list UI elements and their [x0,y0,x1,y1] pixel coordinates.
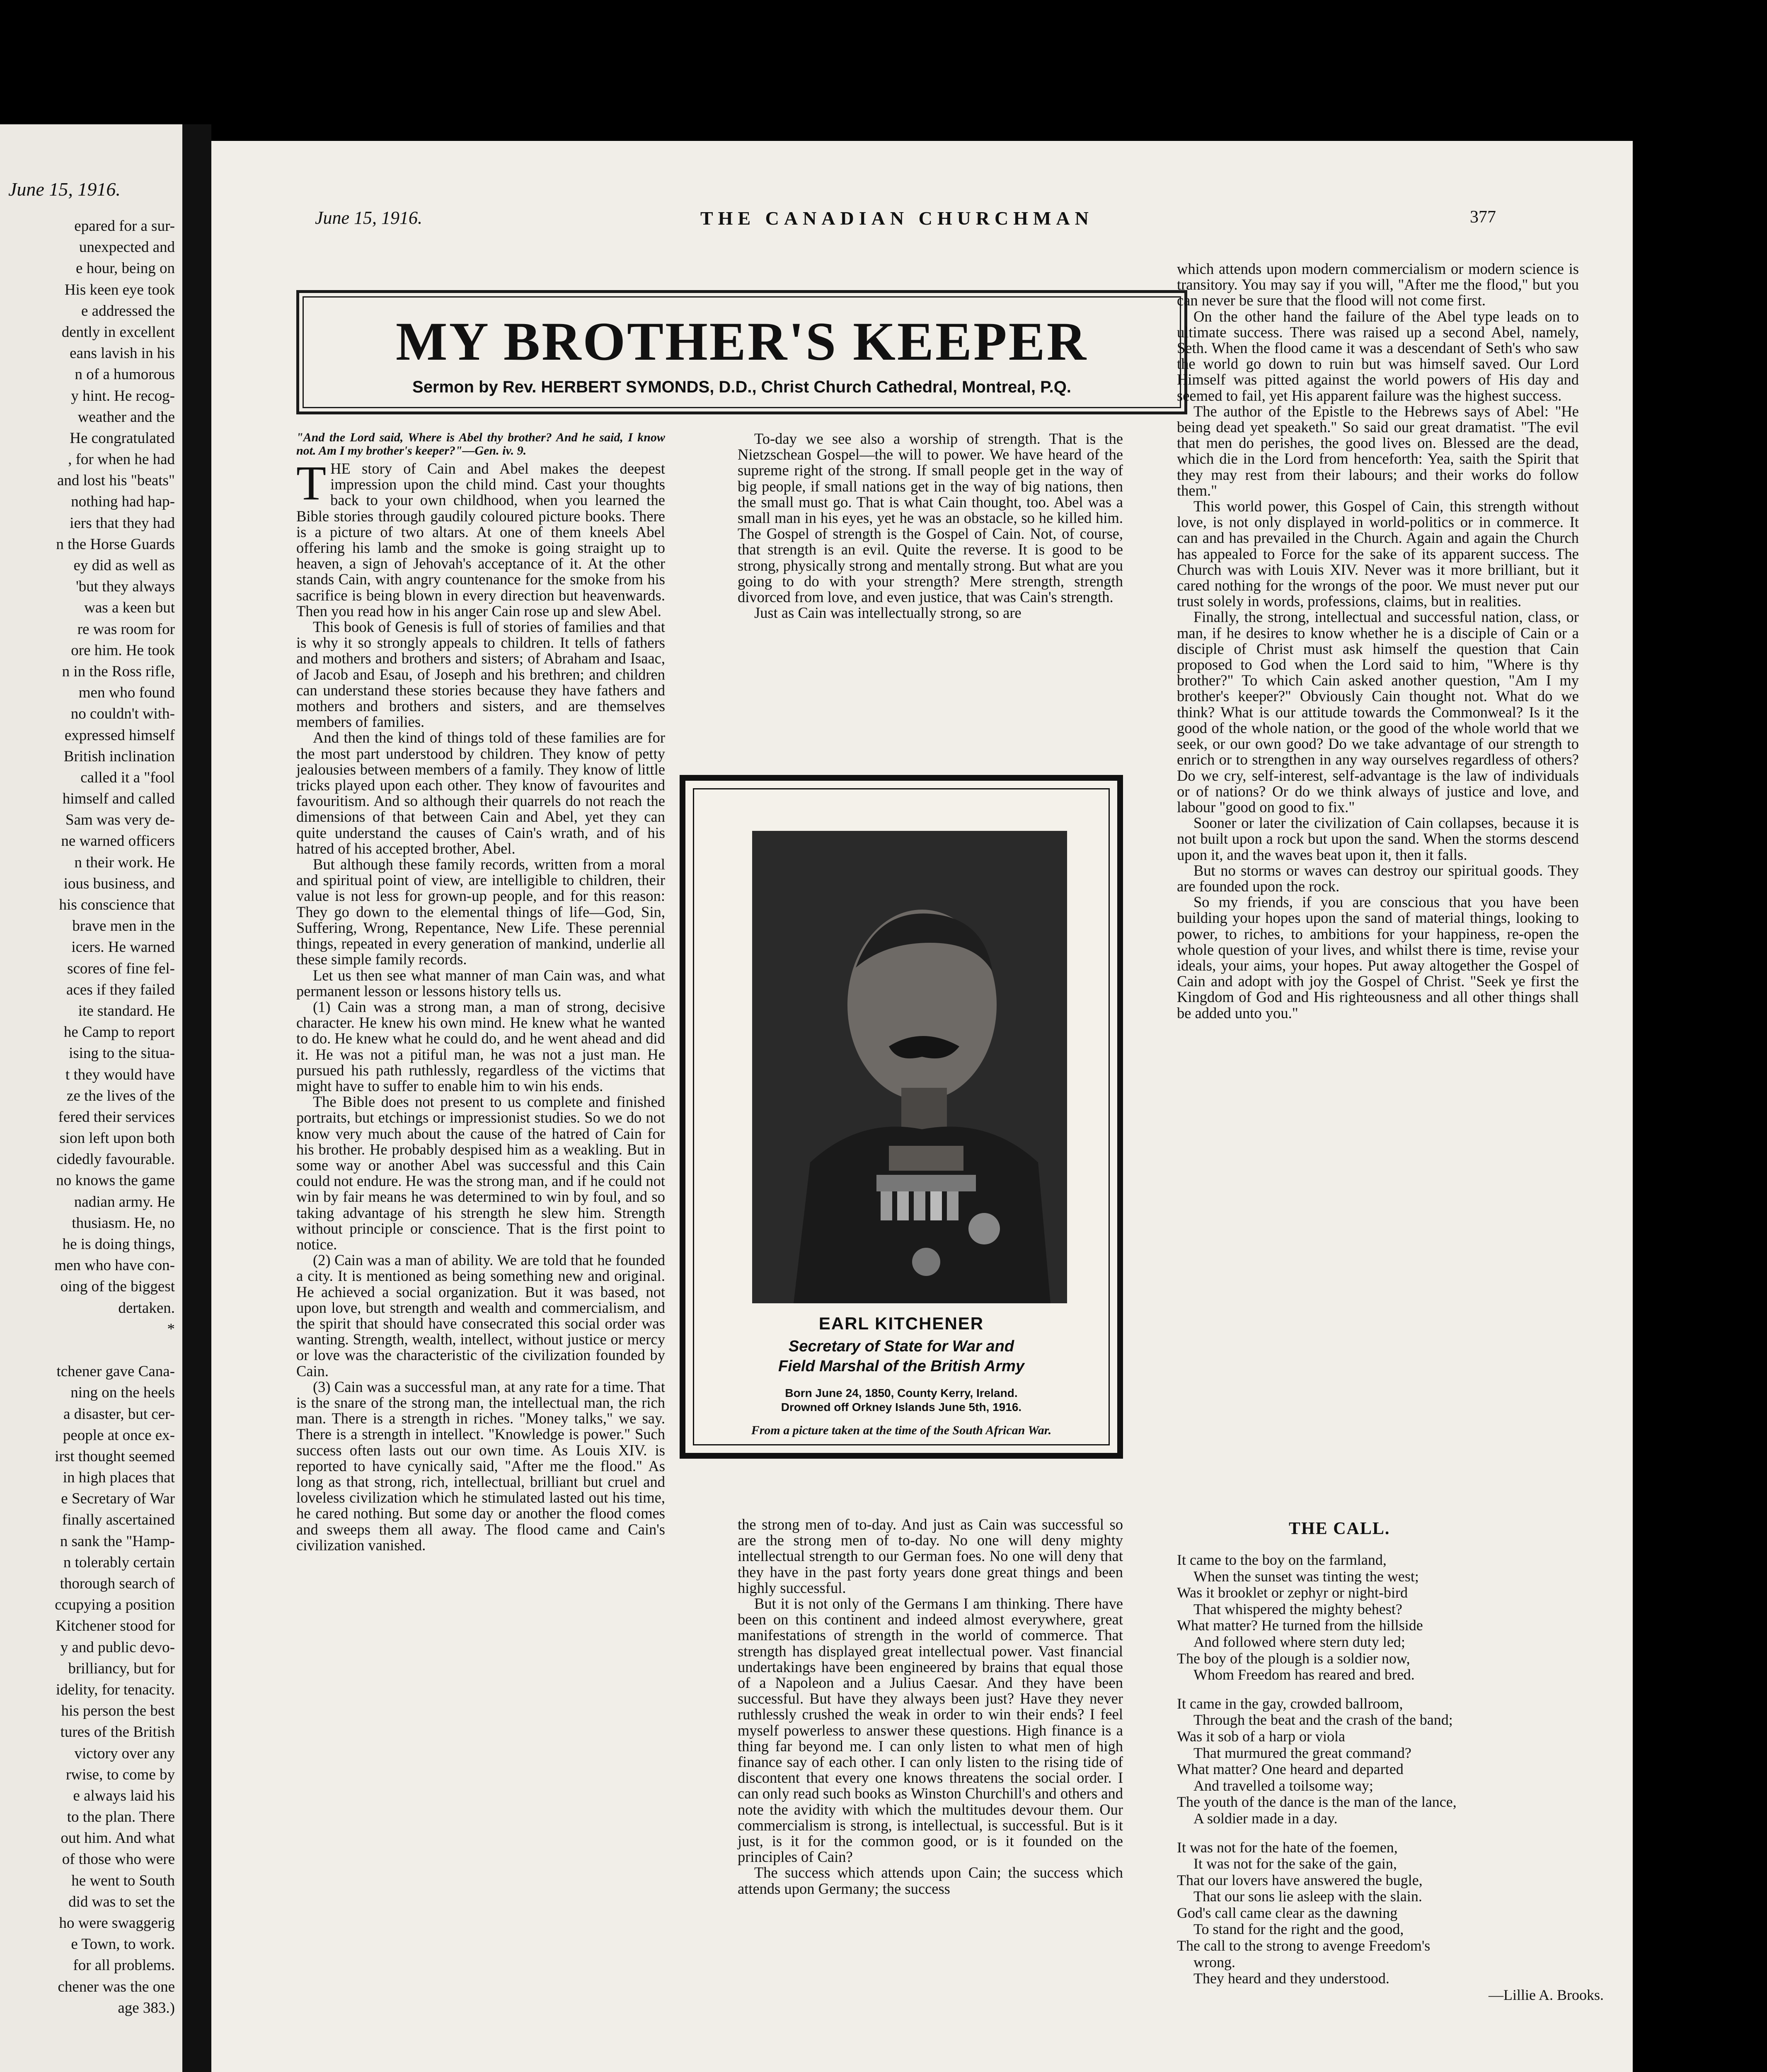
poem-author: —Lillie A. Brooks. [1489,1986,1604,2003]
previous-page-line: ey did as well as [73,557,175,574]
previous-page-line: ne warned officers [61,833,175,850]
previous-page-line: brave men in the [72,917,175,935]
previous-page-line: for all problems. [73,1957,175,1974]
previous-page-line: tchener gave Cana- [56,1363,175,1380]
poem-line: That murmured the great command? [1193,1744,1411,1761]
previous-page-line: He congratulated [70,429,175,447]
poem-line: They heard and they understood. [1193,1970,1389,1987]
previous-page-line: ising to the situa- [69,1045,175,1062]
article-paragraph: But it is not only of the Germans I am thinking. There have been on this continent and indeed almost everywhere, great manifestations of strength in the world of commerce. That strength has displayed great intellectual power. Vast financial undertakings have been engineered by brains that equal those of a Napoleon and a Julius Caesar. And they have been successful. But have they always been just? Have they never ruthlessly crushed the weak in order to win their ends? I feel myself powerless to answer these questions. High finance is a thing far beyond me. I can only listen to what men of high finance say of each other. I can only listen to the rising tide of discontent that every one knows threatens the social order. I can only read such books as Winston Churchill's and others and note the avidity with which the multitudes devour them. Our commercialism is strong, is intellectual, is successful. But is it just, is it for the common good, or is it founded on the principles of Cain? [738,1595,1123,1866]
column-3-paragraphs [1177,261,1579,1021]
article-paragraph: The success which attends upon Cain; the success which attends upon Germany; the success [738,1864,1123,1897]
article-column-3 [1177,261,1579,1021]
previous-page-line: Sam was very de- [65,811,175,829]
poem-line: What matter? One heard and departed [1177,1761,1404,1778]
portrait-frame [680,775,1123,1459]
previous-page-line: himself and called [62,790,175,808]
article-column-2-bottom [738,1517,1123,1897]
portrait-illustration [752,831,1067,1303]
article-column-2-top [738,431,1123,621]
book-gutter [182,124,211,2072]
article-paragraph: (2) Cain was a man of ability. We are told that he founded a city. It is mentioned as being something new and original. He achieved a social organization. But it was based, not upon love, but strength and wealth and commercialism, and the spirit that should have consecrated this social order was wanting. Strength, wealth, intellect, without justice or mercy or love was the characteristic of the civilization founded by Cain. [296,1251,665,1380]
previous-page-line: chener was the one [58,1978,175,1995]
previous-page-line: ho were swaggerig [59,1915,175,1932]
poem-line: Through the beat and the crash of the band; [1193,1711,1453,1728]
previous-page-line [0,1340,175,1361]
previous-page-text [0,215,175,2019]
poem [1177,1552,1624,2003]
previous-page-line: weather and the [77,408,175,426]
article-paragraph: (1) Cain was a strong man, a man of strong, decisive character. He knew his own mind. He knew what he wanted to do. He knew what he could do, and he went ahead and did it. He was not a pitiful man, he was not a just man. He pursued his path ruthlessly, regardless of the victims that might have to suffer to enable him to win his ends. [296,998,665,1094]
previous-page-line: n sank the "Hamp- [60,1532,175,1550]
previous-page-line: victory over any [74,1745,175,1762]
article-paragraph: Finally, the strong, intellectual and successful nation, class, or man, if he desires to know whether he is a disciple of Cain or a disciple of Christ must ask himself the question that Cain proposed to God when the Lord said to him, "Where is thy brother?" To which Cain asked another question, "Am I my brother's keeper?" Obviously Cain thought not. What do we think? What is our attitude towards the Commonweal? Is it the good of the whole nation, or the good of the whole world that we seek, or our own good? Do we take advantage of our strength to enrich or to strengthen in any way ourselves regardless of others? Do we cry, self-interest, self-advantage is the law of individuals or of nations? Or do we think always of justice and love, and labour "good on good to fix." [1177,608,1579,816]
article-paragraph: which attends upon modern commercialism or modern science is transitory. You may say if you will, "After me the flood," but you can never be sure that the flood will not come first. [1177,260,1579,309]
previous-page-line: * [167,1320,175,1338]
previous-page-line: y hint. He recog- [71,387,175,404]
article-paragraph: The Bible does not present to us complete and finished portraits, but etchings or impressionist studies. So we do not know very much about the cause of the hatred of Cain for his brother. He probably despised him as a weakling. But in some way or another Abel was successful and this Cain could not endure. He was the strong man, and if he could not win by fair means he was determined to win by foul, and so taking advantage of his strength he slew him. Strength without principle or conscience. That is the first point to notice. [296,1093,665,1253]
poem-line: That our sons lie asleep with the slain. [1193,1888,1422,1905]
previous-page-line: ite standard. He [78,1002,175,1019]
previous-page-line: n of a humorous [75,366,175,383]
previous-page-line: he went to South [71,1872,175,1889]
previous-page-line: Kitchener stood for [56,1617,175,1635]
previous-page-line: ious business, and [63,875,175,892]
article-title-box [296,290,1187,414]
article-paragraph: Let us then see what manner of man Cain was, and what permanent lesson or lessons history tells us. [296,966,665,1000]
previous-page-line: thorough search of [60,1575,175,1592]
poem-line: It was not for the sake of the gain, [1193,1855,1397,1872]
article-paragraph: This book of Genesis is full of stories of families and that is why it so strongly appeals to children. It tells of fathers and mothers and brothers and sisters; of Abraham and Isaac, of Jacob and Esau, of Joseph and his brethren; and children can understand these stories because they have fathers and mothers and brothers and sisters, and are themselves members of families. [296,618,665,731]
previous-page-line: nothing had hap- [71,493,175,511]
previous-page-line: y and public devo- [60,1639,175,1656]
previous-page-line: out him. And what [61,1830,175,1847]
poem-line: The boy of the plough is a soldier now, [1177,1650,1410,1667]
previous-page-line: e Secretary of War [61,1490,175,1508]
previous-page-line: aces if they failed [66,981,175,998]
poem-line: It came to the boy on the farmland, [1177,1552,1387,1568]
article-paragraph: THE story of Cain and Abel makes the deepest impression upon the child mind. Cast your thoughts back to your own childhood, when you learned the Bible stories through gaudily coloured picture books. There is a picture of two altars. At one of them kneels Abel offering his lamb and the smoke is going straight up to heaven, a sign of Jehovah's acceptance of it. At the other stands Cain, with angry countenance for the smoke from his sacrifice is being blown in every direction but heavenwards. Then you read how in his anger Cain rose up and slew Abel. [296,456,665,620]
article-paragraph: But although these family records, written from a moral and spiritual point of view, are intelligible to children, their value is not less for grown-up people, and for this reason: They go down to the elemental things of life—God, Sin, Suffering, Wrong, Repentance, New Life. These perennial things, repeated in every generation of mankind, underlie all these simple family records. [296,856,665,968]
previous-page-line: His keen eye took [64,281,175,298]
previous-page-line: e always laid his [73,1787,175,1804]
previous-page-line: dertaken. [118,1299,175,1317]
page-header [211,207,1633,232]
article-paragraph: To-day we see also a worship of strength. That is the Nietzschean Gospel—the will to power. We have heard of the supreme right of the strong. If small people get in the way of big people, if small nations get in the way of big nations, then the small must go. That is what Cain thought, too. Abel was a small man in his eyes, yet he was an obstacle, so he killed him. The Gospel of strength is the Gospel of Cain. Not, of course, that strength is an evil. Quite the reverse. It is good to be strong, physically strong and mentally strong. But what are you going to do with your strength? Mere strength, strength divorced from love, and even justice, that was Cain's strength. [738,430,1123,606]
poem-title: THE CALL. [1289,1519,1390,1538]
poem-line: The youth of the dance is the man of the lance, [1177,1794,1457,1811]
previous-page-line: n in the Ross rifle, [62,663,175,680]
poem-line: When the sunset was tinting the west; [1193,1568,1419,1585]
article-paragraph: The author of the Epistle to the Hebrews says of Abel: "He being dead yet speaketh." So said our great dramatist. "The evil that men do perishes, the good lives on. Blessed are the dead, which die in the Lord from henceforth: Yea, saith the Spirit that they may rest from their labours; and their works do follow them." [1177,402,1579,499]
previous-page-line: men who have con- [54,1257,175,1274]
article-paragraph: Sooner or later the civilization of Cain collapses, because it is not built upon a rock but upon the sand. When the storms descend upon it, and the waves beat upon it, then it falls. [1177,814,1579,863]
previous-page-line: sion left upon both [59,1130,175,1147]
article-title: MY BROTHER'S KEEPER [396,311,1088,372]
previous-page-line: his person the best [61,1702,175,1720]
previous-page-line: rwise, to come by [65,1766,175,1783]
previous-page-line: he is doing things, [62,1236,175,1253]
previous-page-line: tures of the British [60,1723,175,1741]
article-paragraph: Just as Cain was intellectually strong, so are [754,604,1021,622]
publication-title: THE CANADIAN CHURCHMAN [700,208,1094,229]
previous-page-date: June 15, 1916. [8,179,121,200]
poem-line: wrong. [1193,1953,1235,1970]
newspaper-page [211,141,1633,2072]
previous-page-line: no knows the game [56,1172,175,1189]
kitchener-portrait-photo [752,831,1067,1303]
previous-page-line: e Town, to work. [71,1936,175,1953]
poem-line: A soldier made in a day. [1193,1810,1338,1827]
previous-page-line: iers that they had [70,514,175,532]
article-paragraph: the strong men of to-day. And just as Cain was successful so are the strong men of to-day. No one will deny mighty intellectual strength to our German foes. No one will deny that they have in the past forty years done great things and been highly successful. [738,1516,1123,1596]
poem-line: And travelled a toilsome way; [1193,1777,1373,1794]
previous-page-line: e addressed the [81,302,175,320]
previous-page-line: unexpected and [79,239,175,256]
previous-page-line: fered their services [58,1108,175,1126]
poem-line: Was it brooklet or zephyr or night-bird [1177,1584,1408,1601]
previous-page-line: , for when he had [68,451,175,468]
poem-line: And followed where stern duty led; [1193,1633,1405,1650]
previous-page-line: did was to set the [68,1893,175,1910]
previous-page-line: e hour, being on [76,260,175,277]
column-2-top-paragraphs [738,431,1123,621]
previous-page-line: scores of fine fel- [67,960,175,977]
previous-page-line: t they would have [65,1066,175,1083]
article-paragraph: And then the kind of things told of these families are for the most part understood by children. They know of petty jealousies between members of a family. They know of little tricks played upon each other. They know of favourites and favouritism. And so although their quarrels do not reach the dimensions of that between Cain and Abel, yet they can quite understand the causes of Cain's wrath, and of his hatred of his accepted brother, Abel. [296,729,665,857]
poem-line: It was not for the hate of the foemen, [1177,1839,1398,1856]
previous-page-line: and lost his "beats" [57,472,175,489]
column-2-bottom-paragraphs [738,1517,1123,1897]
previous-page-line: age 383.) [118,1999,175,2016]
article-byline: Sermon by Rev. HERBERT SYMONDS, D.D., Christ Church Cathedral, Montreal, P.Q. [412,378,1071,396]
poem-line: Whom Freedom has reared and bred. [1193,1666,1415,1683]
article-paragraph: On the other hand the failure of the Abel type leads on to ultimate success. There was raised up a second Abel, namely, Seth. When the flood came it was a descendant of Seth's who saw the world go down to ruin but was himself saved. Our Lord Himself was pitted against the world powers of His day and seemed to fail, yet His apparent failure was the highest success. [1177,307,1579,404]
previous-page-line: no couldn't with- [70,705,175,723]
previous-page-line: was a keen but [84,599,175,617]
poem-line: The call to the strong to avenge Freedom's [1177,1937,1431,1954]
portrait-caption-name: EARL KITCHENER [818,1314,984,1333]
previous-page-line: his conscience that [59,896,175,913]
previous-page-line: n the Horse Guards [56,535,175,553]
previous-page-line: to the plan. There [67,1808,175,1826]
previous-page-line: of those who were [62,1851,175,1868]
previous-page-line: 'but they always [76,578,175,595]
previous-page-line: eans lavish in his [70,345,175,362]
poem-line: To stand for the right and the good, [1193,1921,1404,1938]
previous-page-line: ze the lives of the [67,1087,175,1104]
previous-page-line: idelity, for tenacity. [56,1681,175,1698]
portrait-caption-dates: Born June 24, 1850, County Kerry, Ireland. Drowned off Orkney Islands June 5th, 1916. [781,1387,1022,1414]
poem-line: Was it sob of a harp or viola [1177,1728,1346,1745]
previous-page-line: irst thought seemed [55,1447,175,1465]
portrait-caption-credit: From a picture taken at the time of the South African War. [751,1423,1052,1437]
previous-page-line: dently in excellent [61,323,175,341]
column-1-paragraphs [296,456,665,1554]
poem-line: That whispered the mighty behest? [1193,1600,1402,1617]
previous-page-line: he Camp to report [63,1024,175,1041]
previous-page-line: oing of the biggest [60,1278,175,1295]
previous-page-line: ore him. He took [71,641,175,659]
article-paragraph: This world power, this Gospel of Cain, this strength without love, is not only displayed in world-politics or in commerce. It can and has prevailed in the Church. Again and again the Church has appealed to Force for the sake of its apparent success. The Church was with Louis XIV. Never was it more brilliant, but it cared nothing for the wrongs of the poor. We must never put our trust solely in words, professions, claims, but in realities. [1177,498,1579,610]
previous-page-line: re was room for [77,620,175,638]
previous-page-line: ning on the heels [70,1384,175,1402]
article-paragraph: But no storms or waves can destroy our spiritual goods. They are founded upon the rock. [1177,862,1579,895]
previous-page-line: British inclination [63,748,175,765]
poem-line: God's call came clear as the dawning [1177,1904,1398,1921]
previous-page-line: ccupying a position [55,1596,175,1614]
article-paragraph: (3) Cain was a successful man, at any rate for a time. That is the snare of the strong man, the intellectual man, the rich man. There is a strength in riches. "Money talks," we say. There is a strength in intellect. "Knowledge is power." Such success often lasts out our own time. As Louis XIV. is reported to have cynically said, "After me the flood." As long as that strong, rich, intellectual, brilliant but cruel and loveless civilization which he stimulated lasted out his time, he cared nothing. But some day or another the flood comes and sweeps them all away. The flood came and Cain's civilization vanished. [296,1378,665,1554]
page-number: 377 [1470,208,1496,227]
previous-page-line: thusiasm. He, no [72,1214,175,1232]
previous-page-line: in high places that [63,1469,175,1486]
article-paragraph: So my friends, if you are conscious that you have been building your hopes upon the sand of material things, looking to power, to riches, to ambitions for your happiness, re-open the whole question of your lives, and whilst there is time, revise your ideals, your aims, your hopes. Put away altogether the Gospel of Cain and adopt with joy the Gospel of Christ. "Seek ye first the Kingdom of God and His righteousness and all other things shall be added unto you." [1177,893,1579,1021]
poem-lines [1177,1552,1624,1987]
previous-page-line: a disaster, but cer- [63,1405,175,1423]
previous-page-line: expressed himself [64,726,175,744]
poem-line: It came in the gay, crowded ballroom, [1177,1695,1403,1712]
previous-page-line: n tolerably certain [63,1554,175,1571]
previous-page-line: nadian army. He [74,1193,175,1210]
previous-page-line: people at once ex- [63,1426,175,1444]
article-column-1 [296,431,665,1553]
previous-page-fragment [0,124,182,2072]
previous-page-line: men who found [78,684,175,702]
previous-page-line: finally ascertained [62,1511,175,1529]
previous-page-line: icers. He warned [71,939,175,956]
previous-page-line: n their work. He [74,854,175,871]
previous-page-line: brilliancy, but for [68,1660,175,1677]
previous-page-line: cidedly favourable. [56,1151,175,1168]
portrait-caption-titles: Secretary of State for War and Field Marshal of the British Army [778,1338,1025,1375]
header-date: June 15, 1916. [315,208,423,228]
previous-page-line: epared for a sur- [74,218,175,235]
previous-page-line: called it a "fool [80,769,175,786]
poem-line: What matter? He turned from the hillside [1177,1617,1423,1634]
article-epigraph: "And the Lord said, Where is Abel thy brother? And he said, I know not. Am I my brother's keeper?"—Gen. iv. 9. [296,431,665,457]
poem-line: That our lovers have answered the bugle, [1177,1871,1423,1888]
